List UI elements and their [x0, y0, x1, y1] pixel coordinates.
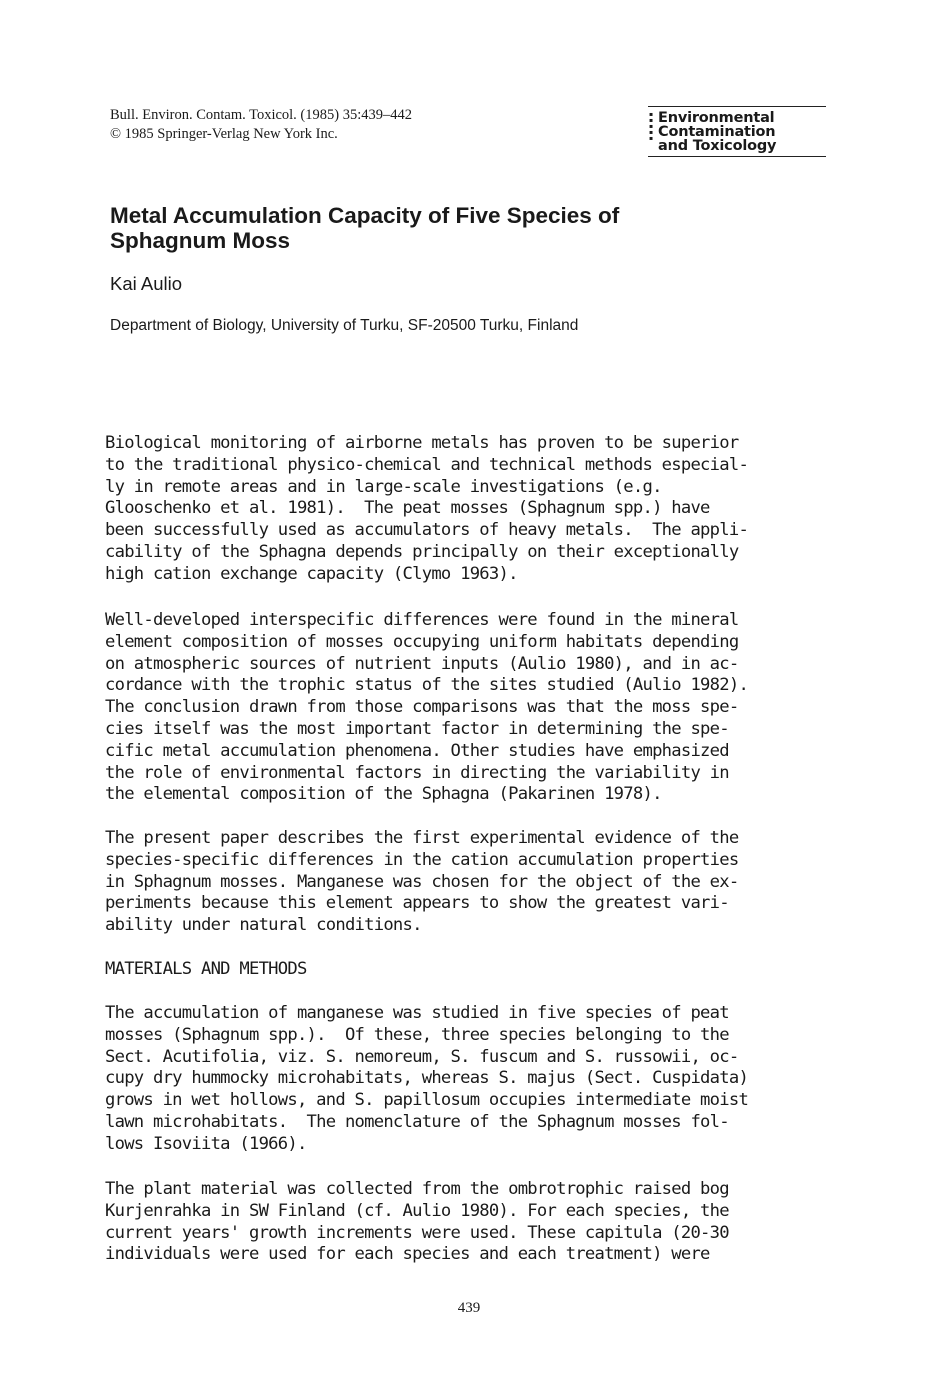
logo-line-3: and Toxicology — [658, 138, 777, 154]
journal-citation — [110, 106, 412, 144]
text-line: lawn microhabitats. The nomenclature of the Sphagnum mosses fol- — [105, 1111, 729, 1132]
logo-bottom-rule — [648, 156, 826, 157]
paragraph-intro — [105, 433, 845, 586]
paragraph-plant-material — [105, 1179, 845, 1266]
text-line: in Sphagnum mosses. Manganese was chosen for the object of the ex- — [105, 871, 739, 892]
text-line: been successfully used as accumulators of heavy metals. The appli- — [105, 520, 749, 541]
text-line: cability of the Sphagna depends principally on their exceptionally — [105, 541, 739, 562]
text-line: ly in remote areas and in large-scale investigations (e.g. — [105, 476, 662, 497]
text-line: Glooschenko et al. 1981). The peat mosses (Sphagnum spp.) have — [105, 498, 710, 519]
text-line: species-specific differences in the cation accumulation properties — [105, 849, 739, 870]
text-line: high cation exchange capacity (Clymo 1963). — [105, 563, 518, 584]
text-line: the elemental composition of the Sphagna (Pakarinen 1978). — [105, 784, 662, 805]
text-line: Biological monitoring of airborne metals has proven to be superior — [105, 433, 739, 453]
text-line: lows Isoviita (1966). — [105, 1133, 307, 1154]
citation-line-2: © 1985 Springer-Verlag New York Inc. — [110, 126, 338, 142]
journal-logo — [648, 106, 826, 157]
text-line: The plant material was collected from the ombrotrophic raised bog — [105, 1179, 729, 1199]
author-affiliation: Department of Biology, University of Turku, SF-20500 Turku, Finland — [110, 317, 579, 334]
text-line: element composition of mosses occupying uniform habitats depending — [105, 631, 739, 652]
text-line: Kurjenrahka in SW Finland (cf. Aulio 1980). For each species, the — [105, 1200, 729, 1221]
paragraph-present-paper — [105, 828, 845, 937]
text-line: The accumulation of manganese was studied in five species of peat — [105, 1003, 729, 1023]
citation-line-1: Bull. Environ. Contam. Toxicol. (1985) 35:439–442 — [110, 107, 412, 123]
text-line: the role of environmental factors in directing the variability in — [105, 762, 729, 783]
text-line: grows in wet hollows, and S. papillosum occupies intermediate moist — [105, 1090, 749, 1111]
text-line: current years' growth increments were used. These capitula (20-30 — [105, 1222, 729, 1243]
text-line: The present paper describes the first experimental evidence of the — [105, 828, 739, 848]
heading-text: MATERIALS AND METHODS — [105, 959, 307, 979]
text-line: cordance with the trophic status of the sites studied (Aulio 1982). — [105, 675, 749, 696]
text-line: periments because this element appears to show the greatest vari- — [105, 893, 729, 914]
title-line-1: Metal Accumulation Capacity of Five Species of — [110, 203, 620, 228]
logo-spine: ▪ ▪ ▪ ▪ ▪ — [649, 111, 653, 142]
paragraph-differences — [105, 610, 845, 806]
paper-title — [110, 203, 830, 253]
text-line: Well-developed interspecific differences were found in the mineral — [105, 610, 739, 630]
text-line: Sect. Acutifolia, viz. S. nemoreum, S. fuscum and S. russowii, oc- — [105, 1046, 739, 1067]
logo-line-2: Contamination — [658, 124, 776, 140]
text-line: mosses (Sphagnum spp.). Of these, three species belonging to the — [105, 1024, 729, 1045]
text-line: ability under natural conditions. — [105, 915, 422, 936]
text-line: cific metal accumulation phenomena. Other studies have emphasized — [105, 740, 729, 761]
text-line: The conclusion drawn from those comparisons was that the moss spe- — [105, 697, 739, 718]
page-number: 439 — [457, 1300, 481, 1316]
logo-line-1: Environmental — [658, 110, 775, 126]
title-line-2: Sphagnum Moss — [110, 228, 291, 253]
text-line: to the traditional physico-chemical and technical methods especial- — [105, 454, 749, 475]
text-line: cupy dry hummocky microhabitats, whereas S. majus (Sect. Cuspidata) — [105, 1068, 749, 1089]
section-heading — [105, 959, 845, 981]
author-name: Kai Aulio — [110, 273, 182, 294]
paragraph-species — [105, 1003, 845, 1156]
text-line: individuals were used for each species and each treatment) were — [105, 1244, 710, 1265]
text-line: cies itself was the most important factor in determining the spe- — [105, 718, 729, 739]
text-line: on atmospheric sources of nutrient inputs (Aulio 1980), and in ac- — [105, 653, 739, 674]
